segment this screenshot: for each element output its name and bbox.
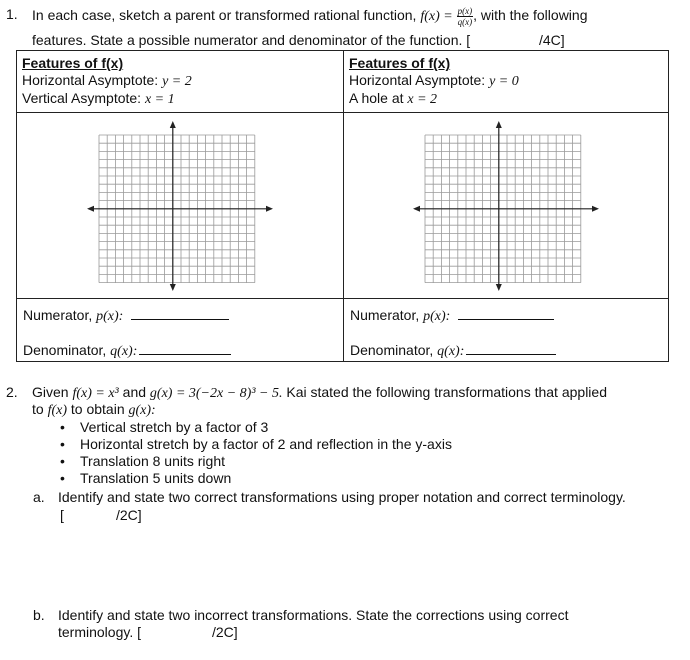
q1-prompt-line2: features. State a possible numerator and denominator of the function. [: [32, 32, 471, 48]
right-numerator-label: Numerator,: [350, 307, 420, 323]
left-x-axis-arrow-right: [266, 206, 273, 212]
cell-right-ha-math: y = 0: [489, 74, 519, 89]
q1-fx: f(x) =: [420, 9, 453, 25]
right-denominator-row: [350, 342, 556, 360]
q1-marks: /4C]: [539, 32, 565, 48]
right-denominator-blank[interactable]: [466, 342, 556, 355]
q2a-marks: /2C]: [116, 507, 142, 523]
list-item: • Translation 5 units down: [58, 470, 452, 487]
cell-left-ha-math: y = 2: [162, 74, 192, 89]
q1-fraction: [457, 6, 474, 27]
q1-prompt-line1: [32, 6, 588, 27]
q2-intro2-f: f(x): [47, 403, 68, 418]
q2-intro2-g: g(x):: [128, 403, 156, 418]
q2-intro2-to: to: [32, 401, 44, 417]
q2b-marks: /2C]: [212, 624, 238, 640]
left-x-axis-arrow-left: [87, 206, 94, 212]
left-numerator-row: [23, 307, 229, 325]
right-axes: [413, 121, 599, 291]
q1-frac-den: q(x): [457, 17, 473, 27]
cell-right-ha: [349, 72, 519, 90]
cell-right-title-text: Features of f(x): [349, 55, 451, 71]
list-item: • Vertical stretch by a factor of 3: [58, 419, 452, 436]
list-item: • Horizontal stretch by a factor of 2 and reflection in the y-axis: [58, 436, 452, 453]
cell-left-va-math: x = 1: [144, 92, 175, 107]
q2b-label: b.: [33, 607, 45, 623]
cell-left-title-text: Features of f(x): [22, 55, 124, 71]
q1-number: 1.: [6, 6, 18, 22]
left-y-axis-arrow-down: [170, 284, 176, 291]
cell-left-va: [22, 90, 192, 108]
q2b-text: Identify and state two incorrect transformations. State the corrections using correct: [58, 607, 569, 623]
cell-left-ha: [22, 72, 192, 90]
q2-intro-and: and: [122, 384, 147, 400]
cell-right-title: [349, 55, 519, 72]
right-numerator-blank[interactable]: [458, 307, 554, 320]
right-numerator-math: p(x):: [423, 309, 451, 324]
left-numerator-blank[interactable]: [131, 307, 229, 320]
q2-f-definition: f(x) = x³: [72, 386, 119, 401]
cell-left-features: [22, 55, 192, 108]
right-denominator-math: q(x):: [437, 344, 465, 359]
cell-right-hole-label: A hole at: [349, 90, 404, 106]
right-y-axis-arrow-down: [496, 284, 502, 291]
q2-intro-rest: Kai stated the following transformations that applied: [286, 384, 607, 400]
left-denominator-row: [23, 342, 231, 360]
right-x-axis-arrow-right: [592, 206, 599, 212]
cell-right-hole: [349, 90, 519, 108]
q1-prompt-text: In each case, sketch a parent or transformed rational function,: [32, 7, 417, 24]
q2-g-definition: g(x) = 3(−2x − 8)³ − 5.: [149, 386, 283, 401]
cell-right-ha-label: Horizontal Asymptote:: [349, 72, 486, 88]
right-x-axis-arrow-left: [413, 206, 420, 212]
cell-left-va-label: Vertical Asymptote:: [22, 90, 142, 106]
cell-left-title: [22, 55, 192, 72]
right-denominator-label: Denominator,: [350, 342, 434, 358]
cell-left-ha-label: Horizontal Asymptote:: [22, 72, 159, 88]
right-numerator-row: [350, 307, 554, 325]
q1-prompt-after: , with the following: [473, 7, 588, 24]
q2-transformation-list: [58, 419, 452, 487]
left-numerator-math: p(x):: [96, 309, 124, 324]
q1-table: [16, 50, 669, 362]
q2a-text: Identify and state two correct transformations using proper notation and correct terminology.: [58, 489, 626, 505]
q2a-bracket: [: [60, 507, 64, 523]
q2-number: 2.: [6, 384, 18, 400]
left-y-axis-arrow-up: [170, 121, 176, 128]
cell-right-features: [349, 55, 519, 108]
left-axes: [87, 121, 273, 291]
left-denominator-label: Denominator,: [23, 342, 107, 358]
q2-intro2-obtain: to obtain: [70, 401, 125, 417]
q2-intro-line1: [32, 384, 607, 402]
q2a-label: a.: [33, 489, 45, 505]
q2-intro-line2: [32, 401, 156, 419]
right-coordinate-grid[interactable]: [413, 121, 599, 291]
q2b-text-line2: terminology. [: [58, 624, 141, 640]
q1-frac-num: p(x): [457, 6, 473, 16]
list-item: • Translation 8 units right: [58, 453, 452, 470]
left-denominator-math: q(x):: [110, 344, 138, 359]
q2-intro-given: Given: [32, 384, 69, 400]
table-divider-middle: [343, 51, 344, 361]
left-coordinate-grid[interactable]: [87, 121, 273, 291]
right-y-axis-arrow-up: [496, 121, 502, 128]
left-denominator-blank[interactable]: [139, 342, 231, 355]
left-numerator-label: Numerator,: [23, 307, 93, 323]
cell-right-hole-math: x = 2: [407, 92, 438, 107]
